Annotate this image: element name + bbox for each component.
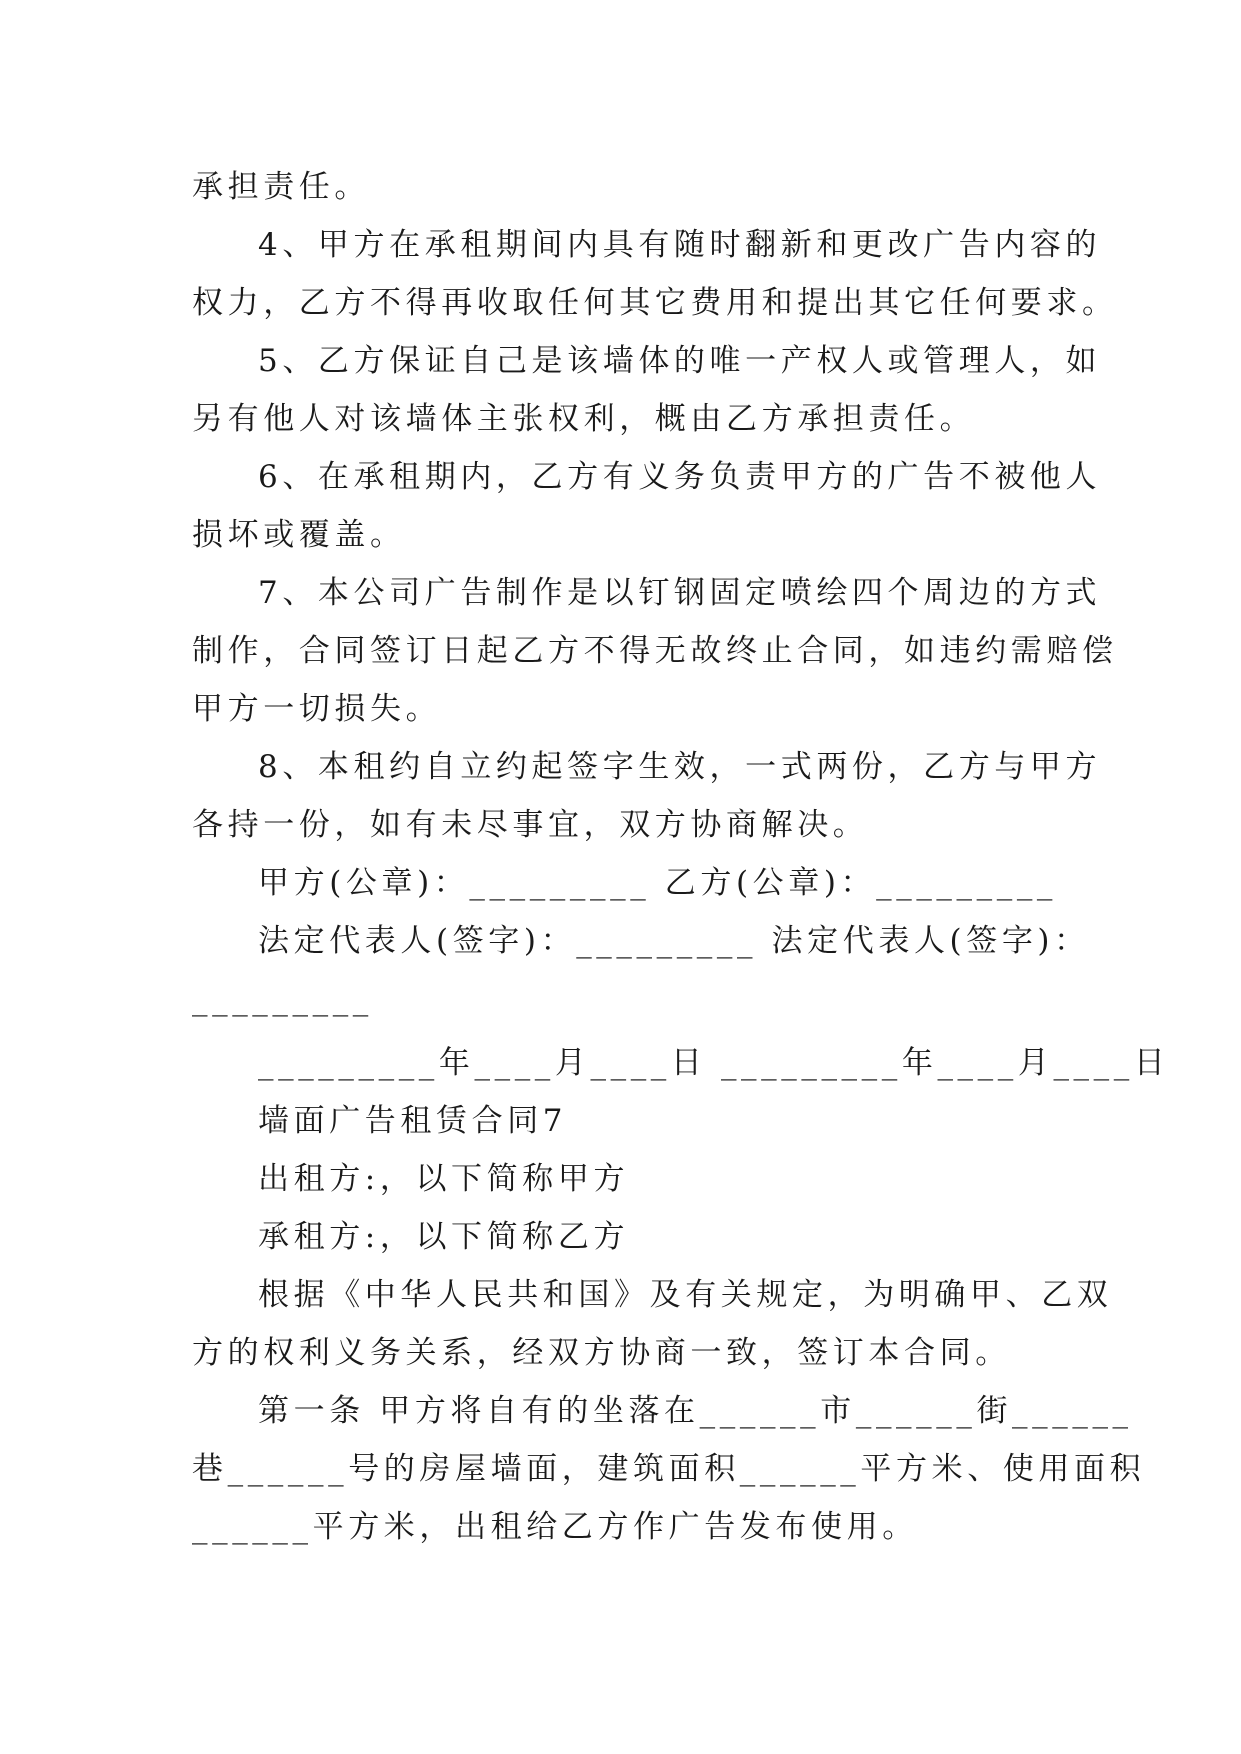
seal-line: 甲方(公章)：_________ 乙方(公章)：_________ bbox=[258, 865, 1058, 901]
clause-4-line-2: 权力，乙方不得再收取任何其它费用和提出其它任何要求。 bbox=[192, 285, 1118, 321]
document-page bbox=[192, 158, 1170, 1556]
clause-4-line-1: 4、甲方在承租期间内具有随时翻新和更改广告内容的 bbox=[258, 227, 1102, 263]
lessor-line: 出租方:，以下简称甲方 bbox=[258, 1161, 630, 1197]
clause-6-line-2: 损坏或覆盖。 bbox=[192, 517, 406, 553]
article-1-line-2: 巷______号的房屋墙面，建筑面积______平方米、使用面积 bbox=[192, 1451, 1146, 1487]
article-1-line-1: 第一条 甲方将自有的坐落在______市______街______ bbox=[258, 1393, 1133, 1429]
signature-line: 法定代表人(签字)：_________ 法定代表人(签字)： bbox=[258, 923, 1090, 959]
lessee-line: 承租方:，以下简称乙方 bbox=[258, 1219, 630, 1255]
article-1-line-3: ______平方米，出租给乙方作广告发布使用。 bbox=[192, 1509, 918, 1545]
text-line: 承担责任。 bbox=[192, 169, 370, 205]
clause-8-line-1: 8、本租约自立约起签字生效，一式两份，乙方与甲方 bbox=[258, 749, 1102, 785]
clause-5-line-1: 5、乙方保证自己是该墙体的唯一产权人或管理人，如 bbox=[258, 343, 1102, 379]
clause-7-line-2: 制作，合同签订日起乙方不得无故终止合同，如违约需赔偿 bbox=[192, 633, 1118, 669]
signature-blank-line: _________ bbox=[192, 981, 373, 1017]
preamble-line-1: 根据《中华人民共和国》及有关规定，为明确甲、乙双 bbox=[258, 1277, 1113, 1313]
clause-7-line-1: 7、本公司广告制作是以钉钢固定喷绘四个周边的方式 bbox=[258, 575, 1102, 611]
clause-7-line-3: 甲方一切损失。 bbox=[192, 691, 442, 727]
clause-6-line-1: 6、在承租期内，乙方有义务负责甲方的广告不被他人 bbox=[258, 459, 1102, 495]
clause-5-line-2: 另有他人对该墙体主张权利，概由乙方承担责任。 bbox=[192, 401, 976, 437]
date-line: _________年____月____日 _________年____月____日 bbox=[258, 1045, 1170, 1081]
preamble-line-2: 方的权利义务关系，经双方协商一致，签订本合同。 bbox=[192, 1335, 1011, 1371]
contract-title: 墙面广告租赁合同7 bbox=[258, 1103, 568, 1139]
clause-8-line-2: 各持一份，如有未尽事宜，双方协商解决。 bbox=[192, 807, 869, 843]
